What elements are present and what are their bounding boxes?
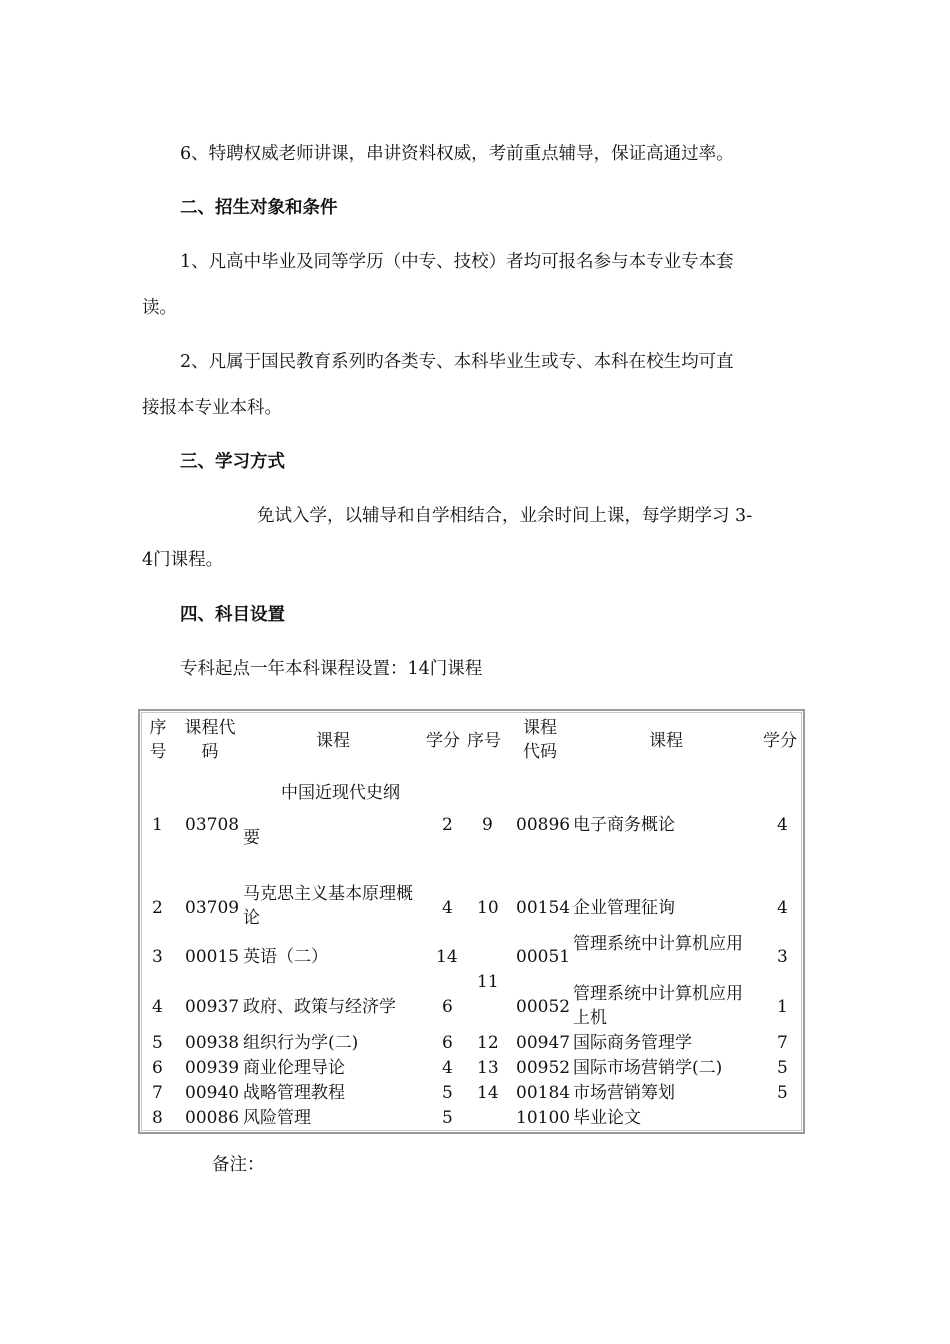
note-label: 备注： bbox=[212, 1155, 265, 1175]
table-cell-seq: 5 bbox=[152, 1033, 163, 1053]
table-cell-code-2: 00051 bbox=[516, 947, 571, 967]
table-cell-seq-2: 9 bbox=[482, 815, 493, 835]
table-cell-seq-2: 12 bbox=[477, 1033, 499, 1053]
table-cell-credit: 5 bbox=[442, 1083, 453, 1103]
table-cell-credit-2: 5 bbox=[777, 1083, 788, 1103]
table-cell-seq: 7 bbox=[152, 1083, 163, 1103]
table-cell-credit: 6 bbox=[442, 997, 453, 1017]
table-cell-code-2: 00947 bbox=[516, 1033, 571, 1053]
table-header-course-2: 课程 bbox=[649, 731, 683, 751]
table-cell-credit: 6 bbox=[442, 1033, 453, 1053]
table-header-course: 课程 bbox=[316, 731, 350, 751]
table-cell-code: 03708 bbox=[185, 815, 240, 835]
table-cell-code-2: 00184 bbox=[516, 1083, 571, 1103]
table-cell-course-2: 管理系统中计算机应用 bbox=[573, 934, 743, 954]
table-header-code: 课程代码 bbox=[184, 718, 236, 762]
table-header-code-2: 课程代码 bbox=[523, 718, 557, 762]
table-cell-course: 马克思主义基本原理概论 bbox=[243, 884, 413, 928]
enrollment-item-1-line1: 1、凡高中毕业及同等学历（中专、技校）者均可报名参与本专业专本套 bbox=[180, 252, 734, 272]
table-cell-code-2: 00896 bbox=[516, 815, 571, 835]
table-cell-course: 英语（二） bbox=[243, 947, 328, 967]
table-cell-code: 03709 bbox=[185, 898, 240, 918]
table-cell-seq-2: 14 bbox=[477, 1083, 499, 1103]
table-cell-course: 政府、政策与经济学 bbox=[243, 997, 396, 1017]
table-cell-credit: 4 bbox=[442, 1058, 453, 1078]
table-cell-course-2: 电子商务概论 bbox=[573, 815, 675, 835]
table-cell-credit: 5 bbox=[442, 1108, 453, 1128]
table-cell-seq: 4 bbox=[152, 997, 163, 1017]
table-header-credit: 学分 bbox=[426, 731, 460, 751]
enrollment-item-2-line2: 接报本专业本科。 bbox=[142, 398, 282, 418]
table-cell-seq: 8 bbox=[152, 1108, 163, 1128]
table-cell-code: 00015 bbox=[185, 947, 240, 967]
section-heading-enrollment: 二、招生对象和条件 bbox=[180, 198, 338, 218]
table-cell-course: 风险管理 bbox=[243, 1108, 311, 1128]
table-cell-credit-2: 4 bbox=[777, 898, 788, 918]
table-cell-code: 00937 bbox=[185, 997, 240, 1017]
table-cell-seq: 1 bbox=[152, 815, 163, 835]
table-cell-credit-2: 1 bbox=[777, 997, 788, 1017]
table-cell-seq-2-merged: 11 bbox=[477, 972, 499, 992]
table-cell-course-2: 管理系统中计算机应用上机 bbox=[573, 984, 743, 1028]
table-cell-course-2: 市场营销筹划 bbox=[573, 1083, 675, 1103]
table-header-credit-2: 学分 bbox=[763, 731, 797, 751]
table-cell-credit-2: 4 bbox=[777, 815, 788, 835]
table-cell-course-2: 国际市场营销学(二) bbox=[573, 1058, 723, 1078]
enrollment-item-2-line1: 2、凡属于国民教育系列旳各类专、本科毕业生或专、本科在校生均可直 bbox=[180, 352, 734, 372]
table-cell-code: 00940 bbox=[185, 1083, 240, 1103]
course-intro-text: 专科起点一年本科课程设置：14门课程 bbox=[180, 659, 483, 679]
table-cell-credit: 2 bbox=[442, 815, 453, 835]
study-mode-text-line1: 免试入学，以辅导和自学相结合，业余时间上课，每学期学习 3- bbox=[257, 506, 753, 526]
table-cell-credit-2: 7 bbox=[777, 1033, 788, 1053]
table-cell-course-cont: 要 bbox=[243, 828, 260, 848]
table-cell-code-2: 00952 bbox=[516, 1058, 571, 1078]
table-cell-course-2: 国际商务管理学 bbox=[573, 1033, 692, 1053]
table-cell-course-2: 毕业论文 bbox=[573, 1108, 641, 1128]
table-cell-seq-2: 10 bbox=[477, 898, 499, 918]
section-heading-subjects: 四、科目设置 bbox=[180, 605, 285, 625]
table-cell-course: 中国近现代史纲 bbox=[281, 783, 400, 803]
table-cell-seq: 2 bbox=[152, 898, 163, 918]
table-cell-course-2: 企业管理征询 bbox=[573, 898, 675, 918]
table-cell-course: 组织行为学(二) bbox=[243, 1033, 359, 1053]
section-heading-study-mode: 三、学习方式 bbox=[180, 452, 285, 472]
table-cell-code: 00939 bbox=[185, 1058, 240, 1078]
table-header-seq: 序号 bbox=[149, 718, 167, 762]
table-cell-seq-2: 13 bbox=[477, 1058, 499, 1078]
paragraph-item-6: 6、特聘权威老师讲课，串讲资料权威，考前重点辅导，保证高通过率。 bbox=[180, 144, 734, 164]
table-cell-credit: 4 bbox=[442, 898, 453, 918]
table-cell-credit-2: 5 bbox=[777, 1058, 788, 1078]
table-cell-credit: 14 bbox=[436, 947, 458, 967]
table-cell-code-2: 10100 bbox=[516, 1108, 571, 1128]
study-mode-text-line2: 4门课程。 bbox=[142, 550, 224, 570]
table-header-seq-2: 序号 bbox=[467, 731, 501, 751]
table-cell-seq: 3 bbox=[152, 947, 163, 967]
enrollment-item-1-line2: 读。 bbox=[142, 298, 177, 318]
table-cell-seq: 6 bbox=[152, 1058, 163, 1078]
table-cell-credit-2: 3 bbox=[777, 947, 788, 967]
table-cell-course: 商业伦理导论 bbox=[243, 1058, 345, 1078]
table-cell-code-2: 00154 bbox=[516, 898, 571, 918]
table-cell-code: 00086 bbox=[185, 1108, 240, 1128]
table-cell-course: 战略管理教程 bbox=[243, 1083, 345, 1103]
table-cell-code: 00938 bbox=[185, 1033, 240, 1053]
table-cell-code-2: 00052 bbox=[516, 997, 571, 1017]
